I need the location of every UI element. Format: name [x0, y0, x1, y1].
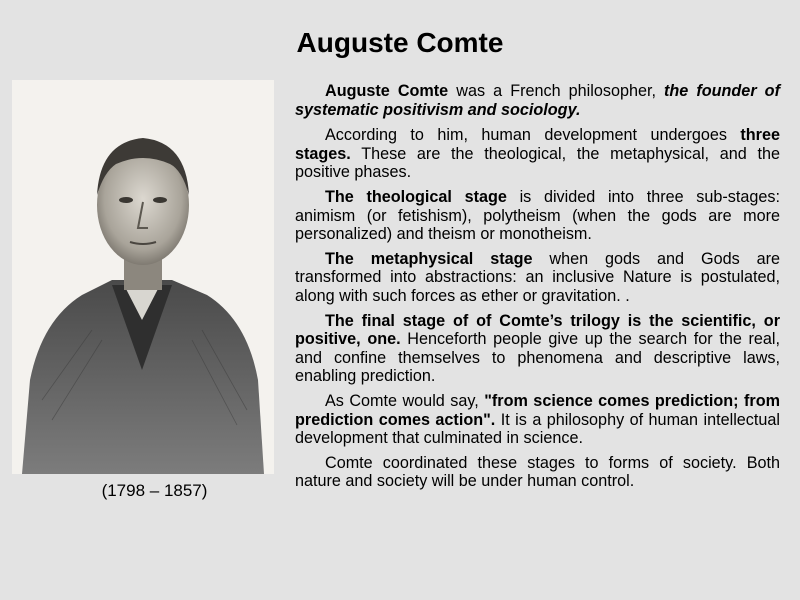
quote-bold: "from science comes prediction; from prediction comes action".: [295, 391, 780, 429]
founder-emphasis: the founder of systematic positivism and sociology.: [295, 82, 780, 119]
paragraph-theological: [295, 188, 780, 244]
paragraph-society: [295, 454, 780, 491]
theological-rest: is divided into three sub-stages: animism (or fetishism), polytheism (when the gods are more personalized) and theism or monotheism.: [295, 187, 780, 244]
positive-bold: The final stage of of Comte’s trilogy is the scientific, or positive, one.: [295, 311, 780, 349]
name-lead: Auguste Comte: [325, 82, 449, 100]
paragraph-quote: [295, 392, 780, 448]
quote-intro: As Comte would say,: [325, 391, 485, 410]
biography-text: [295, 82, 780, 497]
society-text: Comte coordinated these stages to forms of society. Both nature and society will be under human control.: [295, 453, 780, 491]
paragraph-metaphysical: [295, 250, 780, 306]
page-title: Auguste Comte: [296, 27, 504, 58]
portrait-image: [12, 80, 274, 474]
paragraph-intro: [295, 82, 780, 119]
metaphysical-rest: when gods and Gods are transformed into abstractions: an inclusive Nature is postulated, along with such forces as ether or gravitation. .: [295, 249, 780, 305]
metaphysical-bold: The metaphysical stage: [325, 249, 533, 268]
positive-rest: Henceforth people give up the search for the real, and confine themselves to phenomena and descriptive laws, enabling prediction.: [295, 330, 780, 386]
portrait-caption: (1798 – 1857): [101, 481, 208, 500]
theological-bold: The theological stage: [325, 187, 507, 206]
stages-rest: These are the theological, the metaphysical, and the positive phases.: [295, 144, 780, 182]
stages-bold: three stages.: [295, 126, 780, 163]
paragraph-stages: [295, 126, 780, 182]
paragraph-positive: [295, 312, 780, 386]
stages-intro: According to him, human development undergoes: [325, 126, 741, 145]
quote-rest: It is a philosophy of human intellectual development that culminated in science.: [295, 410, 780, 448]
portrait-engraving-icon: [12, 80, 274, 474]
intro-text: was a French philosopher,: [448, 82, 665, 100]
